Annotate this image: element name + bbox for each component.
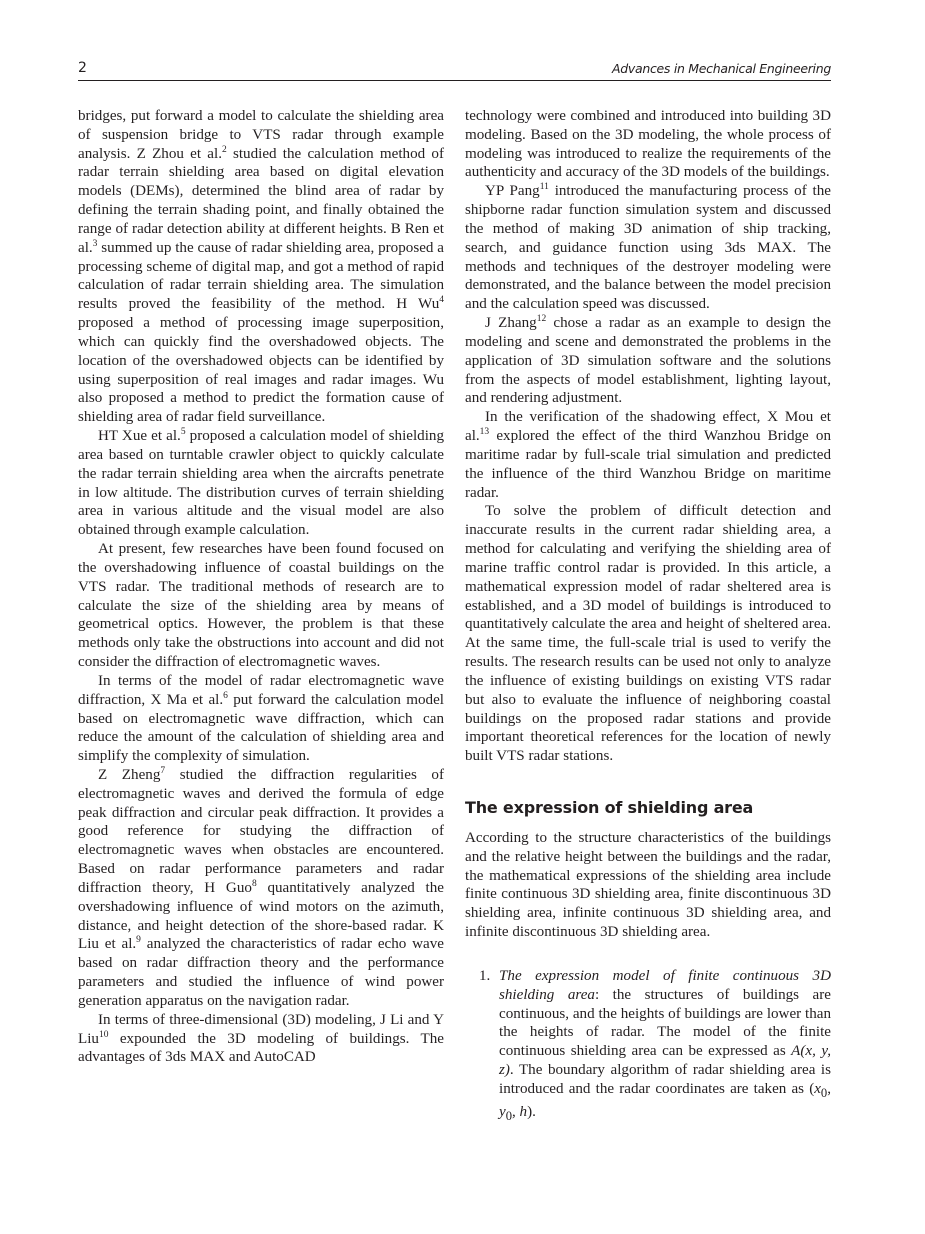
text: put forward the calculation model based on electromagnetic wave diffraction, which can reduce the amount of the calculation of shielding area and simplify the complexity of simulation. bbox=[78, 691, 444, 765]
text: ). bbox=[527, 1103, 536, 1120]
text: , bbox=[512, 1103, 520, 1120]
text: expounded the 3D modeling of buildings. The advantages of 3ds MAX and AutoCAD bbox=[78, 1030, 444, 1066]
math-subscript: 0 bbox=[820, 1085, 828, 1100]
text: studied the diffraction regularities of electromagnetic waves and derived the formula of edge peak diffraction and circular peak diffraction. It provides a good reference for studying the diffraction of electromagnetic waves when obstacles are encountered. Based on radar performance parameters and radar diffraction theory, H Guo bbox=[78, 766, 444, 896]
paragraph: To solve the problem of difficult detection and inaccurate results in the current radar shielding area, a method for calculating and verifying the shielding area of marine traffic control radar is provided. In this article, a mathematical expression model of radar sheltered area is established, and a 3D model of buildings is introduced to quantitatively calculate the area and height of sheltered area. At the same time, the full-scale trial is used to verify the results. The research results can be used not only to analyze the influence of existing buildings on existing VTS radar but also to evaluate the influence of neighboring coastal buildings on the proposed radar stations and provide important theoretical references for the location of newly built VTS radar stations. bbox=[465, 503, 831, 765]
citation-ref[interactable]: 10 bbox=[98, 1029, 109, 1040]
citation-ref[interactable]: 7 bbox=[160, 765, 166, 776]
list-item bbox=[465, 967, 831, 1126]
citation-ref[interactable]: 12 bbox=[536, 314, 547, 325]
list-item-title: The expression model of finite continuous 3D shielding area bbox=[499, 967, 831, 1003]
paragraph bbox=[78, 107, 444, 427]
text: : the structures of buildings are continuous, and the heights of buildings are lower than the heights of radar. The model of the finite continuous shielding area can be expressed as bbox=[499, 986, 831, 1060]
math-var: h bbox=[519, 1103, 528, 1120]
text: chose a radar as an example to design the modeling and scene and demonstrated the problems in the application of 3D simulation software and the solutions from the aspects of model establishment, lighting layout, and rendering adjustment. bbox=[465, 315, 831, 407]
citation-ref[interactable]: 6 bbox=[223, 690, 228, 701]
journal-title: Advances in Mechanical Engineering bbox=[612, 61, 831, 76]
text: bridges, put forward a model to calculate the shielding area of suspension bridge to VTS radar through example analysis. Z Zhou et al. bbox=[78, 108, 444, 162]
text: quantitatively analyzed the overshadowing influence of wind motors on the azimuth, distance, and height detection of the shore-based radar. K Liu et al. bbox=[78, 879, 445, 953]
paragraph: At present, few researches have been found focused on the overshadowing influence of coastal buildings on the VTS radar. The traditional methods of research are to calculate the size of the shielding area by means of geometrical optics. However, the problem is that these methods only take the obstructions into account and did not consider the diffraction of electromagnetic waves. bbox=[78, 541, 444, 671]
citation-ref[interactable]: 5 bbox=[180, 427, 186, 438]
text: In the verification of the shadowing effect, X Mou et al. bbox=[465, 409, 831, 445]
math-var: y bbox=[499, 1103, 506, 1120]
text: HT Xue et al. bbox=[98, 428, 181, 445]
text: summed up the cause of radar shielding area, proposed a processing scheme of digital map, and got a method of rapid calculation of radar terrain shielding area. The simulation results proved the feasibility of the method. H Wu bbox=[78, 239, 444, 313]
right-column bbox=[465, 107, 831, 1126]
text: YP Pang bbox=[485, 183, 540, 200]
paragraph bbox=[465, 408, 831, 502]
numbered-list bbox=[465, 967, 831, 1126]
paragraph bbox=[465, 182, 831, 314]
running-header bbox=[78, 58, 831, 81]
text: introduced the manufacturing process of the shipborne radar function simulation system and discussed the method of making 3D animation of ship tracking, search, and guidance function using 3ds MAX. The methods and techniques of the destroyer modeling were demonstrated, and the balance between the model precision and the calculation speed was discussed. bbox=[465, 183, 831, 313]
math-var: x bbox=[814, 1080, 821, 1097]
citation-ref[interactable]: 13 bbox=[479, 427, 490, 438]
list-number: 1. bbox=[479, 967, 491, 984]
paragraph: technology were combined and introduced into building 3D modeling. Based on the 3D modeling, the whole process of modeling was introduced to realize the requirements of the authenticity and accuracy of the 3D models of the buildings. bbox=[465, 108, 831, 181]
citation-ref[interactable]: 9 bbox=[136, 935, 141, 946]
text: In terms of the model of radar electromagnetic wave diffraction, X Ma et al. bbox=[78, 672, 444, 708]
text: proposed a calculation model of shielding area based on turntable crawler object to quickly calculate the radar terrain shielding area when the aircrafts penetrate in low altitude. The distribution curves of terrain shielding area in various altitude and the visual model are also obtained through example calculation. bbox=[78, 428, 445, 539]
text: Z Zheng bbox=[98, 766, 161, 783]
paragraph bbox=[78, 427, 444, 540]
citation-ref[interactable]: 4 bbox=[439, 295, 444, 306]
text: J Zhang bbox=[485, 315, 537, 332]
text: studied the calculation method of radar terrain shielding area based on digital elevation models (DEMs), determined the blind area of radar by defining the terrain shading point, and finally obtained the range of radar detection ability at different heights. B Ren et al. bbox=[78, 145, 445, 256]
list-item-text bbox=[499, 967, 831, 1126]
left-column bbox=[78, 107, 444, 1067]
citation-ref[interactable]: 2 bbox=[221, 144, 227, 155]
citation-ref[interactable]: 11 bbox=[539, 182, 549, 193]
text: proposed a method of processing image superposition, which can quickly find the overshadowed objects. The location of the overshadowed objects can be identified by using superposition of real images and radar images. Wu also proposed a method to predict the formation cause of shielding area of radar field surveillance. bbox=[78, 315, 444, 426]
paragraph bbox=[78, 1011, 444, 1067]
paragraph bbox=[78, 672, 444, 766]
text: , bbox=[827, 1080, 831, 1097]
math-subscript: 0 bbox=[505, 1108, 512, 1123]
citation-ref[interactable]: 8 bbox=[251, 878, 257, 889]
text: . The boundary algorithm of radar shielding area is introduced and the radar coordinates are taken as ( bbox=[499, 1062, 831, 1097]
text: In terms of three-dimensional (3D) modeling, J Li and Y Liu bbox=[78, 1011, 444, 1047]
paragraph bbox=[78, 766, 444, 1011]
text: analyzed the characteristics of radar echo wave based on radar diffraction theory and the performance parameters and studied the influence of wind power generation apparatus on the navigation radar. bbox=[78, 936, 444, 1009]
text: explored the effect of the third Wanzhou Bridge on maritime radar by full-scale trial simulation and predicted the influence of the third Wanzhou Bridge on maritime radar. bbox=[465, 428, 831, 501]
paragraph bbox=[465, 314, 831, 408]
page-number: 2 bbox=[78, 60, 87, 76]
citation-ref[interactable]: 3 bbox=[92, 238, 98, 249]
section-heading: The expression of shielding area bbox=[465, 797, 754, 817]
math-expression: A(x, y, z) bbox=[499, 1043, 831, 1079]
paragraph: According to the structure characteristics of the buildings and the relative height between the buildings and the radar, the mathematical expressions of the shielding area include finite continuous 3D shielding area, finite discontinuous 3D shielding area, infinite continuous 3D shielding area, and infinite discontinuous 3D shielding area. bbox=[465, 829, 831, 941]
